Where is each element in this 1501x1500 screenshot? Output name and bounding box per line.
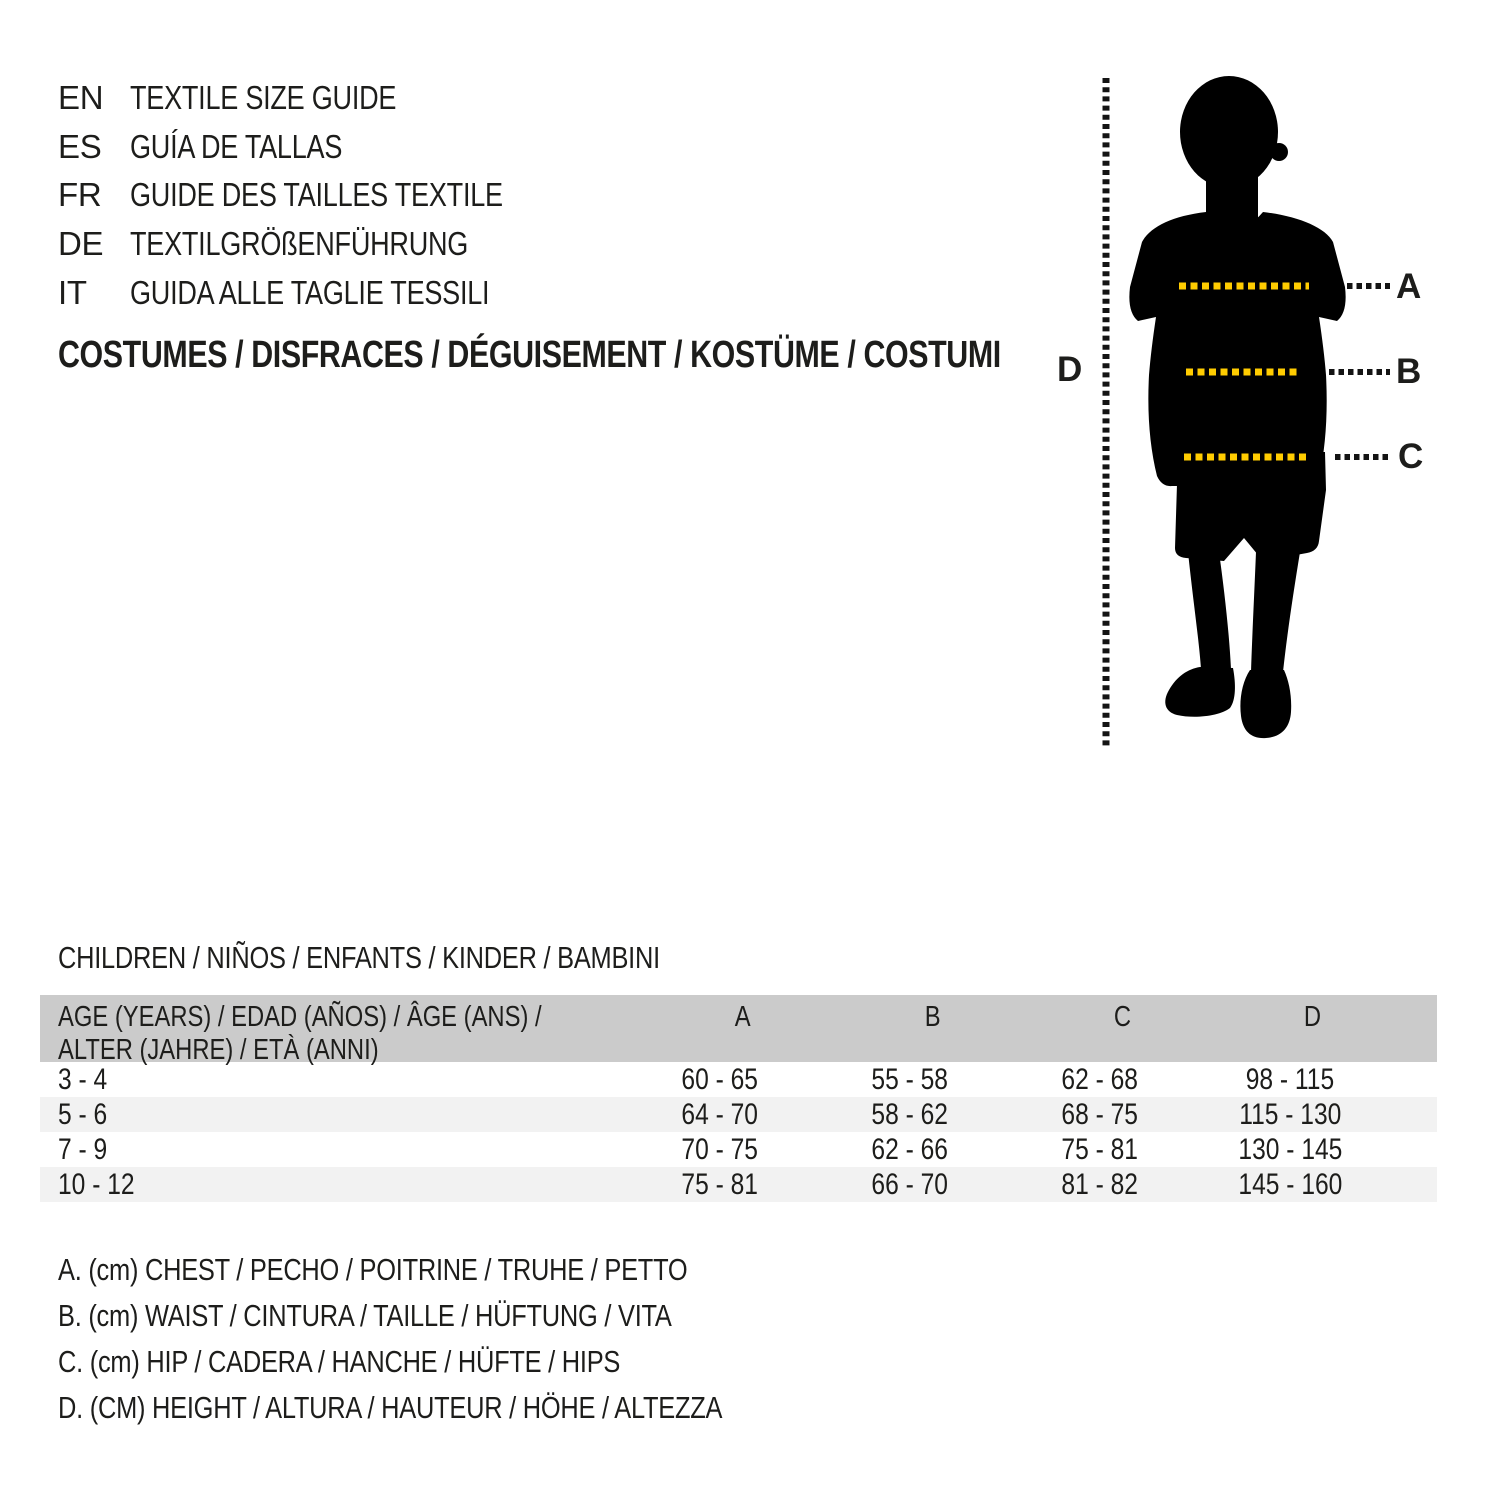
header-col-a <box>648 1001 838 1062</box>
guide-title-it: GUIDA ALLE TAGLIE TESSILI <box>130 273 490 311</box>
hip-value: 75 - 81 <box>1061 1132 1139 1166</box>
age-cell <box>40 1063 625 1097</box>
language-row-en <box>58 74 585 123</box>
label-chest-a: A <box>1396 267 1422 306</box>
waist-value: 55 - 58 <box>871 1062 949 1096</box>
hip-cell <box>1005 1098 1195 1132</box>
chest-cell <box>625 1098 815 1132</box>
header-col-c-text: C <box>1114 1001 1132 1033</box>
table-row-age-5-6 <box>40 1097 1437 1132</box>
chest-value: 60 - 65 <box>681 1062 759 1096</box>
age-cell <box>40 1098 625 1132</box>
silhouette-shirt <box>1129 212 1345 486</box>
silhouette-right-shoe <box>1240 670 1291 738</box>
header-age-line2: ALTER (JAHRE) / ETÀ (ANNI) <box>58 1034 379 1066</box>
waist-cell <box>815 1168 1005 1202</box>
label-waist-b: B <box>1396 352 1422 391</box>
table-header-row <box>40 995 1437 1066</box>
table-row-age-3-4 <box>40 1062 1437 1097</box>
hip-value: 62 - 68 <box>1061 1062 1139 1096</box>
header-age-cell <box>40 1001 648 1066</box>
waist-cell <box>815 1063 1005 1097</box>
language-code-it: IT <box>58 273 87 311</box>
language-code-en: EN <box>58 79 104 117</box>
hip-value: 68 - 75 <box>1061 1097 1139 1131</box>
waist-cell <box>815 1133 1005 1167</box>
header-col-a-text: A <box>734 1001 751 1033</box>
silhouette-left-leg <box>1188 552 1231 669</box>
legend-row-hip <box>58 1339 868 1385</box>
age-value: 5 - 6 <box>58 1097 108 1131</box>
legend-chest-text: A. (cm) CHEST / PECHO / POITRINE / TRUHE / PETTO <box>58 1252 688 1287</box>
guide-title-en: TEXTILE SIZE GUIDE <box>130 79 397 117</box>
height-value: 115 - 130 <box>1238 1097 1342 1131</box>
height-value: 98 - 115 <box>1245 1062 1335 1096</box>
guide-title-fr: GUIDE DES TAILLES TEXTILE <box>130 176 503 214</box>
silhouette-right-leg <box>1251 552 1300 672</box>
measurement-legend <box>58 1247 868 1431</box>
language-row-it <box>58 268 585 317</box>
age-value: 7 - 9 <box>58 1132 108 1166</box>
height-cell <box>1195 1168 1385 1202</box>
waist-value: 58 - 62 <box>871 1097 949 1131</box>
measurement-figure <box>1040 60 1500 760</box>
height-cell <box>1195 1063 1385 1097</box>
hip-value: 81 - 82 <box>1061 1167 1139 1201</box>
height-value: 130 - 145 <box>1238 1132 1342 1166</box>
height-cell <box>1195 1098 1385 1132</box>
table-row-age-10-12 <box>40 1167 1437 1202</box>
label-height-d: D <box>1057 350 1083 389</box>
language-code-fr: FR <box>58 176 102 214</box>
hip-cell <box>1005 1133 1195 1167</box>
language-title-list <box>58 74 585 317</box>
chest-value: 75 - 81 <box>681 1167 759 1201</box>
silhouette-shorts <box>1175 452 1326 561</box>
legend-hip-text: C. (cm) HIP / CADERA / HANCHE / HÜFTE / HIPS <box>58 1344 621 1379</box>
table-title <box>58 940 792 976</box>
waist-cell <box>815 1098 1005 1132</box>
age-value: 10 - 12 <box>58 1167 135 1201</box>
chest-cell <box>625 1133 815 1167</box>
chest-value: 64 - 70 <box>681 1097 759 1131</box>
chest-cell <box>625 1168 815 1202</box>
language-code-de: DE <box>58 225 104 263</box>
legend-row-chest <box>58 1247 868 1293</box>
legend-height-text: D. (CM) HEIGHT / ALTURA / HAUTEUR / HÖHE / ALTEZZA <box>58 1390 723 1425</box>
age-cell <box>40 1133 625 1167</box>
chest-cell <box>625 1063 815 1097</box>
table-row-age-7-9 <box>40 1132 1437 1167</box>
age-cell <box>40 1168 625 1202</box>
header-col-d <box>1218 1001 1408 1062</box>
chest-value: 70 - 75 <box>681 1132 759 1166</box>
child-silhouette <box>1129 76 1345 738</box>
language-code-es: ES <box>58 127 102 165</box>
height-cell <box>1195 1133 1385 1167</box>
legend-waist-text: B. (cm) WAIST / CINTURA / TAILLE / HÜFTUNG / VITA <box>58 1298 672 1333</box>
header-col-c <box>1028 1001 1218 1062</box>
guide-title-de: TEXTILGRÖßENFÜHRUNG <box>130 225 469 263</box>
silhouette-ear <box>1270 143 1288 161</box>
silhouette-left-shoe <box>1165 667 1235 717</box>
header-col-b-text: B <box>924 1001 941 1033</box>
waist-value: 66 - 70 <box>871 1167 949 1201</box>
category-line: COSTUMES / DISFRACES / DÉGUISEMENT / KOSTÜME / COSTUMI <box>58 334 1001 376</box>
height-value: 145 - 160 <box>1238 1167 1342 1201</box>
header-age-line1: AGE (YEARS) / EDAD (AÑOS) / ÂGE (ANS) / <box>58 1001 542 1033</box>
language-row-fr <box>58 171 585 220</box>
hip-cell <box>1005 1168 1195 1202</box>
label-hip-c: C <box>1398 437 1424 476</box>
language-row-de <box>58 220 585 269</box>
header-col-d-text: D <box>1304 1001 1322 1033</box>
legend-row-waist <box>58 1293 868 1339</box>
language-row-es <box>58 123 585 172</box>
header-col-b <box>838 1001 1028 1062</box>
waist-value: 62 - 66 <box>871 1132 949 1166</box>
children-size-table <box>40 995 1437 1202</box>
guide-title-es: GUÍA DE TALLAS <box>130 127 343 165</box>
age-value: 3 - 4 <box>58 1062 108 1096</box>
hip-cell <box>1005 1063 1195 1097</box>
table-title-text: CHILDREN / NIÑOS / ENFANTS / KINDER / BAMBINI <box>58 940 660 975</box>
legend-row-height <box>58 1385 868 1431</box>
